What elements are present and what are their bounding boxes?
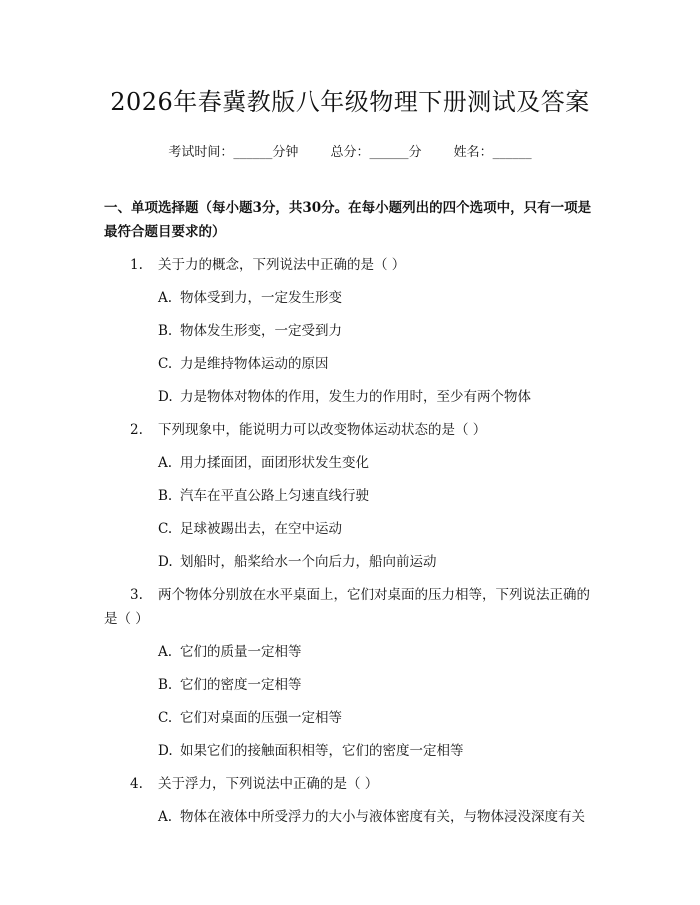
question-number: 1. [130, 257, 143, 273]
option-a [104, 451, 596, 475]
student-name: 姓名：______ [453, 145, 532, 160]
question-1 [104, 253, 596, 409]
option-list [104, 451, 596, 574]
option-letter: D. [158, 389, 173, 405]
option-d [104, 550, 596, 574]
question-3 [104, 583, 596, 763]
question-text: 两个物体分别放在水平桌面上，它们对桌面的压力相等，下列说法正确的是（ ） [104, 587, 590, 627]
option-list [104, 640, 596, 763]
page-title: 2026年春冀教版八年级物理下册测试及答案 [110, 88, 590, 116]
question-text: 关于力的概念，下列说法中正确的是（ ） [158, 257, 406, 273]
option-text: 足球被踢出去，在空中运动 [180, 521, 342, 537]
option-text: 它们对桌面的压强一定相等 [180, 710, 342, 726]
option-text: 划船时，船桨给水一个向后力，船向前运动 [180, 554, 437, 570]
option-d [104, 385, 596, 409]
question-4 [104, 772, 596, 829]
question-stem [104, 772, 596, 796]
option-list [104, 286, 596, 409]
option-letter: B. [158, 677, 173, 693]
option-letter: D. [158, 743, 173, 759]
option-letter: C. [158, 521, 173, 537]
option-text: 汽车在平直公路上匀速直线行驶 [180, 488, 369, 504]
question-stem [104, 418, 596, 442]
option-text: 用力揉面团，面团形状发生变化 [180, 455, 369, 471]
option-a [104, 805, 596, 829]
option-a [104, 286, 596, 310]
option-d [104, 739, 596, 763]
option-b [104, 484, 596, 508]
question-number: 4. [130, 776, 143, 792]
option-text: 它们的密度一定相等 [180, 677, 302, 693]
option-text: 如果它们的接触面积相等，它们的密度一定相等 [180, 743, 464, 759]
option-c [104, 352, 596, 376]
option-c [104, 706, 596, 730]
section-heading: 一、单项选择题（每小题3分，共30分。在每小题列出的四个选项中，只有一项是最符合题目要求的） [104, 200, 592, 240]
question-stem [104, 253, 596, 277]
total-score: 总分：______分 [330, 145, 422, 160]
option-text: 物体发生形变，一定受到力 [180, 323, 342, 339]
option-text: 它们的质量一定相等 [180, 644, 302, 660]
option-a [104, 640, 596, 664]
question-text: 下列现象中，能说明力可以改变物体运动状态的是（ ） [158, 422, 487, 438]
option-text: 力是物体对物体的作用，发生力的作用时，至少有两个物体 [180, 389, 531, 405]
question-text: 关于浮力，下列说法中正确的是（ ） [158, 776, 379, 792]
option-letter: C. [158, 710, 173, 726]
option-text: 物体在液体中所受浮力的大小与液体密度有关，与物体浸没深度有关 [180, 809, 585, 825]
option-letter: A. [158, 644, 173, 660]
option-letter: B. [158, 323, 173, 339]
option-letter: B. [158, 488, 173, 504]
question-2 [104, 418, 596, 574]
question-number: 3. [130, 587, 143, 603]
exam-meta [104, 141, 596, 160]
option-b [104, 319, 596, 343]
option-text: 物体受到力，一定发生形变 [180, 290, 342, 306]
option-list [104, 805, 596, 829]
exam-time: 考试时间：______分钟 [168, 145, 299, 160]
option-c [104, 517, 596, 541]
option-text: 力是维持物体运动的原因 [180, 356, 329, 372]
option-letter: D. [158, 554, 173, 570]
option-b [104, 673, 596, 697]
option-letter: A. [158, 290, 173, 306]
option-letter: A. [158, 809, 173, 825]
option-letter: A. [158, 455, 173, 471]
option-letter: C. [158, 356, 173, 372]
question-number: 2. [130, 422, 143, 438]
question-stem [104, 583, 596, 631]
